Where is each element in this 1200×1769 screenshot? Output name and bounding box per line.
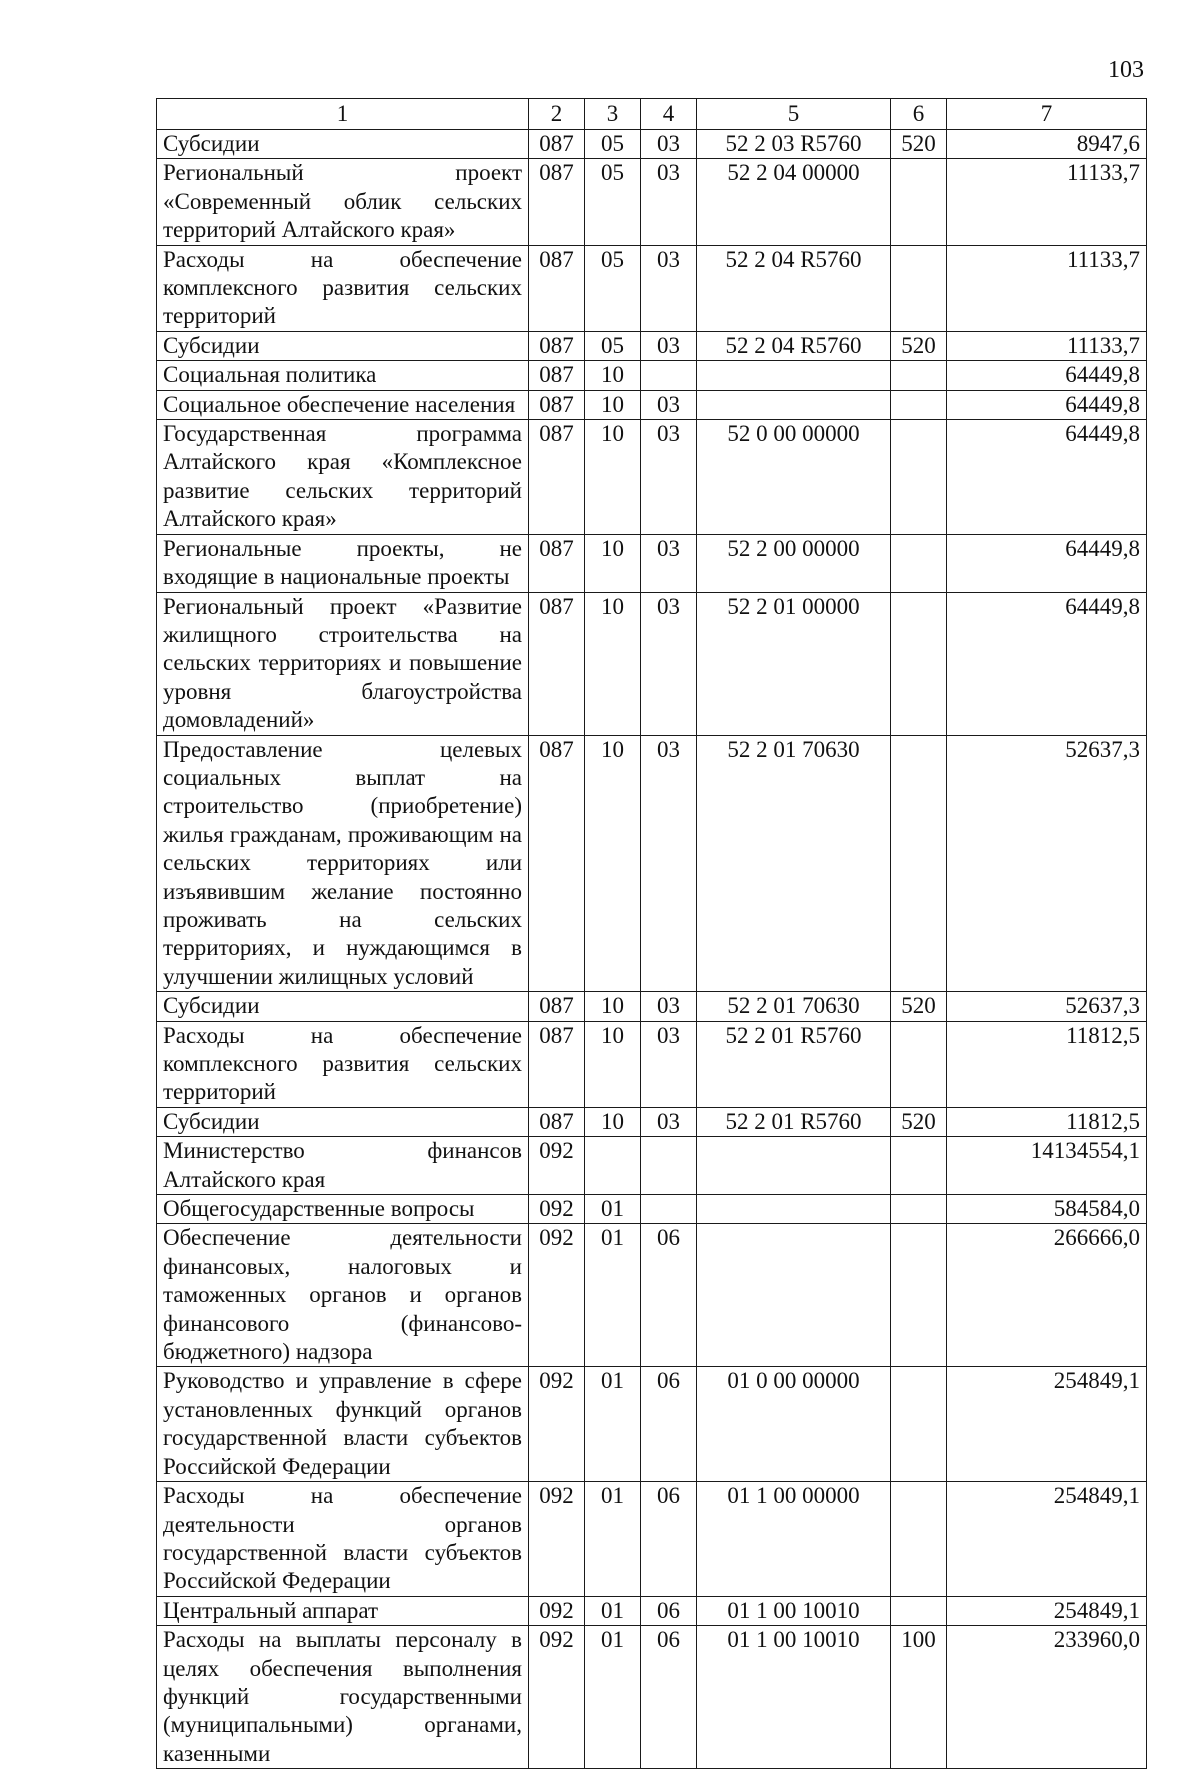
row-target-article-code xyxy=(697,361,891,390)
row-name-cell: Предоставление целевых социальных выплат на строительство (приобретение) жилья гражданам, проживающим на сельских территориях или изъявившим желание постоянно проживать на сельских территориях, и нуждающимся в улучшении жилищных условий xyxy=(157,735,529,992)
table-row xyxy=(157,1482,1147,1597)
row-section-code: 10 xyxy=(585,992,641,1021)
table-row xyxy=(157,159,1147,245)
row-section-code: 10 xyxy=(585,361,641,390)
row-expense-type-code xyxy=(891,534,947,592)
row-subsection-code: 06 xyxy=(641,1224,697,1367)
row-department-code: 087 xyxy=(529,1107,585,1136)
row-target-article-code: 01 1 00 10010 xyxy=(697,1626,891,1769)
row-name-cell: Обеспечение деятельности финансовых, налоговых и таможенных органов и органов финансового (финансово-бюджетного) надзора xyxy=(157,1224,529,1367)
row-amount: 254849,1 xyxy=(947,1596,1147,1625)
row-subsection-code: 03 xyxy=(641,130,697,159)
table-row xyxy=(157,130,1147,159)
row-name-cell: Региональный проект «Развитие жилищного строительства на сельских территориях и повышение уровня благоустройства домовладений» xyxy=(157,592,529,735)
row-target-article-code: 52 2 01 70630 xyxy=(697,992,891,1021)
row-amount: 52637,3 xyxy=(947,992,1147,1021)
row-expense-type-code xyxy=(891,390,947,419)
row-section-code: 10 xyxy=(585,592,641,735)
row-department-code: 092 xyxy=(529,1224,585,1367)
row-subsection-code: 03 xyxy=(641,735,697,992)
row-department-code: 087 xyxy=(529,420,585,535)
row-subsection-code: 06 xyxy=(641,1482,697,1597)
row-amount: 254849,1 xyxy=(947,1367,1147,1482)
row-amount: 11133,7 xyxy=(947,331,1147,360)
row-name-cell: Субсидии xyxy=(157,331,529,360)
row-subsection-code: 06 xyxy=(641,1626,697,1769)
row-name-cell: Расходы на обеспечение комплексного развития сельских территорий xyxy=(157,1021,529,1107)
row-target-article-code: 52 2 00 00000 xyxy=(697,534,891,592)
row-department-code: 087 xyxy=(529,159,585,245)
table-row xyxy=(157,1021,1147,1107)
row-name-cell: Субсидии xyxy=(157,130,529,159)
row-department-code: 092 xyxy=(529,1626,585,1769)
row-section-code: 01 xyxy=(585,1367,641,1482)
row-department-code: 087 xyxy=(529,390,585,419)
row-department-code: 087 xyxy=(529,992,585,1021)
row-section-code: 10 xyxy=(585,420,641,535)
row-target-article-code: 52 0 00 00000 xyxy=(697,420,891,535)
column-header-7: 7 xyxy=(947,99,1147,130)
row-department-code: 087 xyxy=(529,130,585,159)
row-department-code: 092 xyxy=(529,1482,585,1597)
row-target-article-code xyxy=(697,1224,891,1367)
row-department-code: 087 xyxy=(529,331,585,360)
row-expense-type-code xyxy=(891,361,947,390)
table-row xyxy=(157,1195,1147,1224)
row-target-article-code xyxy=(697,390,891,419)
row-target-article-code: 01 1 00 00000 xyxy=(697,1482,891,1597)
row-name-cell: Центральный аппарат xyxy=(157,1596,529,1625)
row-subsection-code xyxy=(641,1195,697,1224)
row-target-article-code xyxy=(697,1137,891,1195)
row-section-code: 05 xyxy=(585,331,641,360)
row-amount: 64449,8 xyxy=(947,420,1147,535)
row-subsection-code xyxy=(641,361,697,390)
row-target-article-code xyxy=(697,1195,891,1224)
column-header-1: 1 xyxy=(157,99,529,130)
row-expense-type-code xyxy=(891,1224,947,1367)
column-header-5: 5 xyxy=(697,99,891,130)
row-name-cell: Министерство финансов Алтайского края xyxy=(157,1137,529,1195)
row-target-article-code: 01 0 00 00000 xyxy=(697,1367,891,1482)
row-section-code: 10 xyxy=(585,1021,641,1107)
row-amount: 254849,1 xyxy=(947,1482,1147,1597)
row-expense-type-code xyxy=(891,1596,947,1625)
row-expense-type-code xyxy=(891,1482,947,1597)
row-amount: 11812,5 xyxy=(947,1107,1147,1136)
row-target-article-code: 52 2 01 R5760 xyxy=(697,1107,891,1136)
row-section-code xyxy=(585,1137,641,1195)
row-target-article-code: 52 2 01 00000 xyxy=(697,592,891,735)
table-row xyxy=(157,735,1147,992)
row-section-code: 10 xyxy=(585,390,641,419)
row-expense-type-code xyxy=(891,592,947,735)
row-subsection-code: 03 xyxy=(641,331,697,360)
row-amount: 14134554,1 xyxy=(947,1137,1147,1195)
row-department-code: 087 xyxy=(529,735,585,992)
row-department-code: 092 xyxy=(529,1137,585,1195)
row-name-cell: Социальное обеспечение населения xyxy=(157,390,529,419)
row-department-code: 087 xyxy=(529,534,585,592)
row-amount: 11133,7 xyxy=(947,159,1147,245)
row-subsection-code: 03 xyxy=(641,390,697,419)
row-target-article-code: 52 2 04 R5760 xyxy=(697,331,891,360)
row-section-code: 01 xyxy=(585,1195,641,1224)
row-department-code: 092 xyxy=(529,1195,585,1224)
row-expense-type-code xyxy=(891,1021,947,1107)
row-department-code: 092 xyxy=(529,1596,585,1625)
table-row xyxy=(157,1137,1147,1195)
row-section-code: 01 xyxy=(585,1596,641,1625)
row-department-code: 087 xyxy=(529,1021,585,1107)
row-name-cell: Региональный проект «Современный облик сельских территорий Алтайского края» xyxy=(157,159,529,245)
row-amount: 64449,8 xyxy=(947,390,1147,419)
row-name-cell: Субсидии xyxy=(157,1107,529,1136)
row-target-article-code: 52 2 01 R5760 xyxy=(697,1021,891,1107)
row-section-code: 01 xyxy=(585,1224,641,1367)
row-section-code: 10 xyxy=(585,534,641,592)
row-department-code: 087 xyxy=(529,592,585,735)
row-expense-type-code: 520 xyxy=(891,130,947,159)
row-expense-type-code: 520 xyxy=(891,331,947,360)
row-expense-type-code: 100 xyxy=(891,1626,947,1769)
row-section-code: 05 xyxy=(585,245,641,331)
table-row xyxy=(157,361,1147,390)
row-subsection-code: 03 xyxy=(641,992,697,1021)
row-amount: 11133,7 xyxy=(947,245,1147,331)
row-target-article-code: 01 1 00 10010 xyxy=(697,1596,891,1625)
row-section-code: 05 xyxy=(585,159,641,245)
row-name-cell: Общегосударственные вопросы xyxy=(157,1195,529,1224)
row-target-article-code: 52 2 04 00000 xyxy=(697,159,891,245)
table-row xyxy=(157,1626,1147,1769)
column-header-6: 6 xyxy=(891,99,947,130)
row-subsection-code: 03 xyxy=(641,159,697,245)
table-row xyxy=(157,390,1147,419)
row-expense-type-code: 520 xyxy=(891,1107,947,1136)
row-amount: 64449,8 xyxy=(947,592,1147,735)
row-subsection-code: 06 xyxy=(641,1367,697,1482)
table-row xyxy=(157,1224,1147,1367)
row-name-cell: Расходы на обеспечение комплексного развития сельских территорий xyxy=(157,245,529,331)
table-row xyxy=(157,245,1147,331)
row-subsection-code: 03 xyxy=(641,1021,697,1107)
row-subsection-code: 03 xyxy=(641,420,697,535)
row-subsection-code: 03 xyxy=(641,1107,697,1136)
table-row xyxy=(157,1596,1147,1625)
row-name-cell: Государственная программа Алтайского края «Комплексное развитие сельских территорий Алтайского края» xyxy=(157,420,529,535)
row-target-article-code: 52 2 04 R5760 xyxy=(697,245,891,331)
row-subsection-code: 06 xyxy=(641,1596,697,1625)
row-amount: 64449,8 xyxy=(947,361,1147,390)
column-header-3: 3 xyxy=(585,99,641,130)
row-target-article-code: 52 2 03 R5760 xyxy=(697,130,891,159)
column-header-4: 4 xyxy=(641,99,697,130)
row-expense-type-code xyxy=(891,1367,947,1482)
row-expense-type-code xyxy=(891,1195,947,1224)
row-department-code: 087 xyxy=(529,361,585,390)
row-name-cell: Расходы на обеспечение деятельности органов государственной власти субъектов Российской Федерации xyxy=(157,1482,529,1597)
table-row xyxy=(157,992,1147,1021)
row-expense-type-code xyxy=(891,245,947,331)
row-name-cell: Руководство и управление в сфере установленных функций органов государственной власти субъектов Российской Федерации xyxy=(157,1367,529,1482)
row-amount: 584584,0 xyxy=(947,1195,1147,1224)
row-name-cell: Социальная политика xyxy=(157,361,529,390)
row-amount: 64449,8 xyxy=(947,534,1147,592)
row-expense-type-code xyxy=(891,1137,947,1195)
row-subsection-code: 03 xyxy=(641,592,697,735)
table-row xyxy=(157,592,1147,735)
table-row xyxy=(157,331,1147,360)
row-section-code: 01 xyxy=(585,1482,641,1597)
row-department-code: 087 xyxy=(529,245,585,331)
table-row xyxy=(157,534,1147,592)
row-subsection-code: 03 xyxy=(641,245,697,331)
row-expense-type-code: 520 xyxy=(891,992,947,1021)
row-subsection-code: 03 xyxy=(641,534,697,592)
page-number: 103 xyxy=(1108,57,1144,83)
row-target-article-code: 52 2 01 70630 xyxy=(697,735,891,992)
table-header-row xyxy=(157,99,1147,130)
column-header-2: 2 xyxy=(529,99,585,130)
row-amount: 11812,5 xyxy=(947,1021,1147,1107)
table-row xyxy=(157,1367,1147,1482)
row-expense-type-code xyxy=(891,159,947,245)
row-section-code: 10 xyxy=(585,1107,641,1136)
budget-table xyxy=(156,98,1147,1769)
table-row xyxy=(157,420,1147,535)
row-amount: 52637,3 xyxy=(947,735,1147,992)
row-section-code: 05 xyxy=(585,130,641,159)
row-amount: 233960,0 xyxy=(947,1626,1147,1769)
table-row xyxy=(157,1107,1147,1136)
row-subsection-code xyxy=(641,1137,697,1195)
row-name-cell: Региональные проекты, не входящие в национальные проекты xyxy=(157,534,529,592)
row-department-code: 092 xyxy=(529,1367,585,1482)
row-section-code: 10 xyxy=(585,735,641,992)
row-name-cell: Расходы на выплаты персоналу в целях обеспечения выполнения функций государственными (муниципальными) органами, казенными xyxy=(157,1626,529,1769)
row-expense-type-code xyxy=(891,735,947,992)
row-amount: 266666,0 xyxy=(947,1224,1147,1367)
row-expense-type-code xyxy=(891,420,947,535)
row-amount: 8947,6 xyxy=(947,130,1147,159)
row-name-cell: Субсидии xyxy=(157,992,529,1021)
row-section-code: 01 xyxy=(585,1626,641,1769)
